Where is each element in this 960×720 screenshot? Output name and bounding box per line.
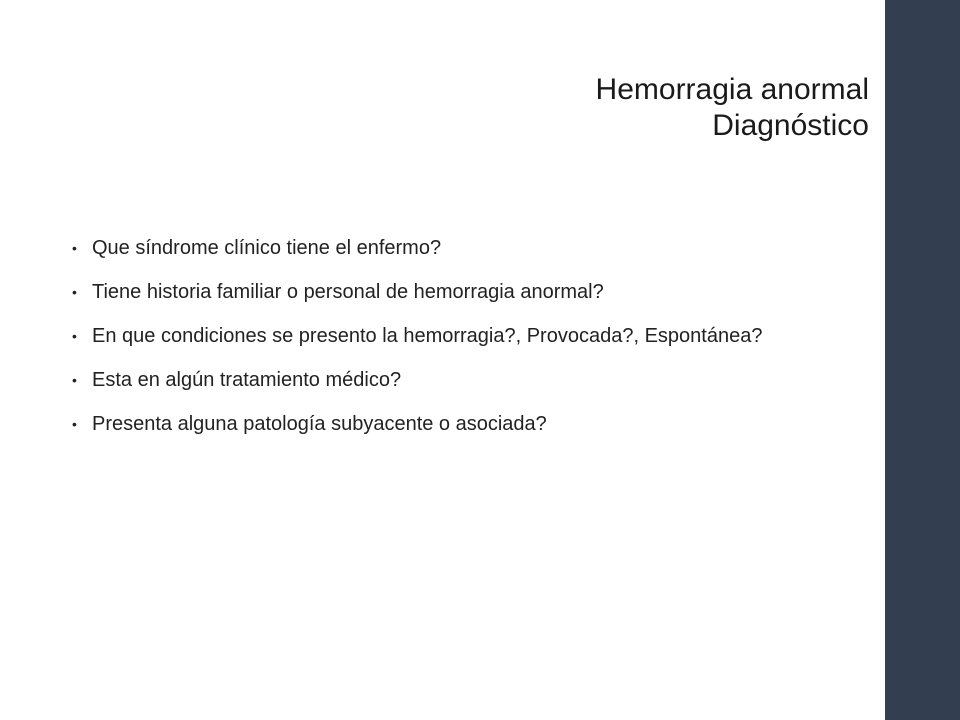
slide-title [596, 72, 869, 144]
decorative-side-bar [885, 0, 960, 720]
bullet-text-1: Que síndrome clínico tiene el enfermo? [92, 237, 442, 259]
bullet-text-5: Presenta alguna patología subyacente o asociada? [92, 413, 547, 435]
bullet-dot-icon: • [72, 416, 77, 432]
bullet-dot-icon: • [72, 284, 77, 300]
bullet-text-4: Esta en algún tratamiento médico? [92, 369, 402, 391]
bullet-dot-icon: • [72, 328, 77, 344]
bullet-item-3 [70, 324, 810, 348]
bullet-item-1 [70, 236, 810, 260]
bullet-dot-icon: • [72, 240, 77, 256]
bullet-list [70, 236, 810, 456]
title-line-1: Hemorragia anormal [595, 73, 869, 106]
bullet-text-3: En que condiciones se presento la hemorragia?, Provocada?, Espontánea? [92, 325, 763, 347]
bullet-text-2: Tiene historia familiar o personal de hemorragia anormal? [92, 281, 604, 303]
bullet-dot-icon: • [72, 372, 77, 388]
bullet-item-5 [70, 412, 810, 436]
title-line-2: Diagnóstico [712, 109, 869, 142]
bullet-item-2 [70, 280, 810, 304]
bullet-item-4 [70, 368, 810, 392]
